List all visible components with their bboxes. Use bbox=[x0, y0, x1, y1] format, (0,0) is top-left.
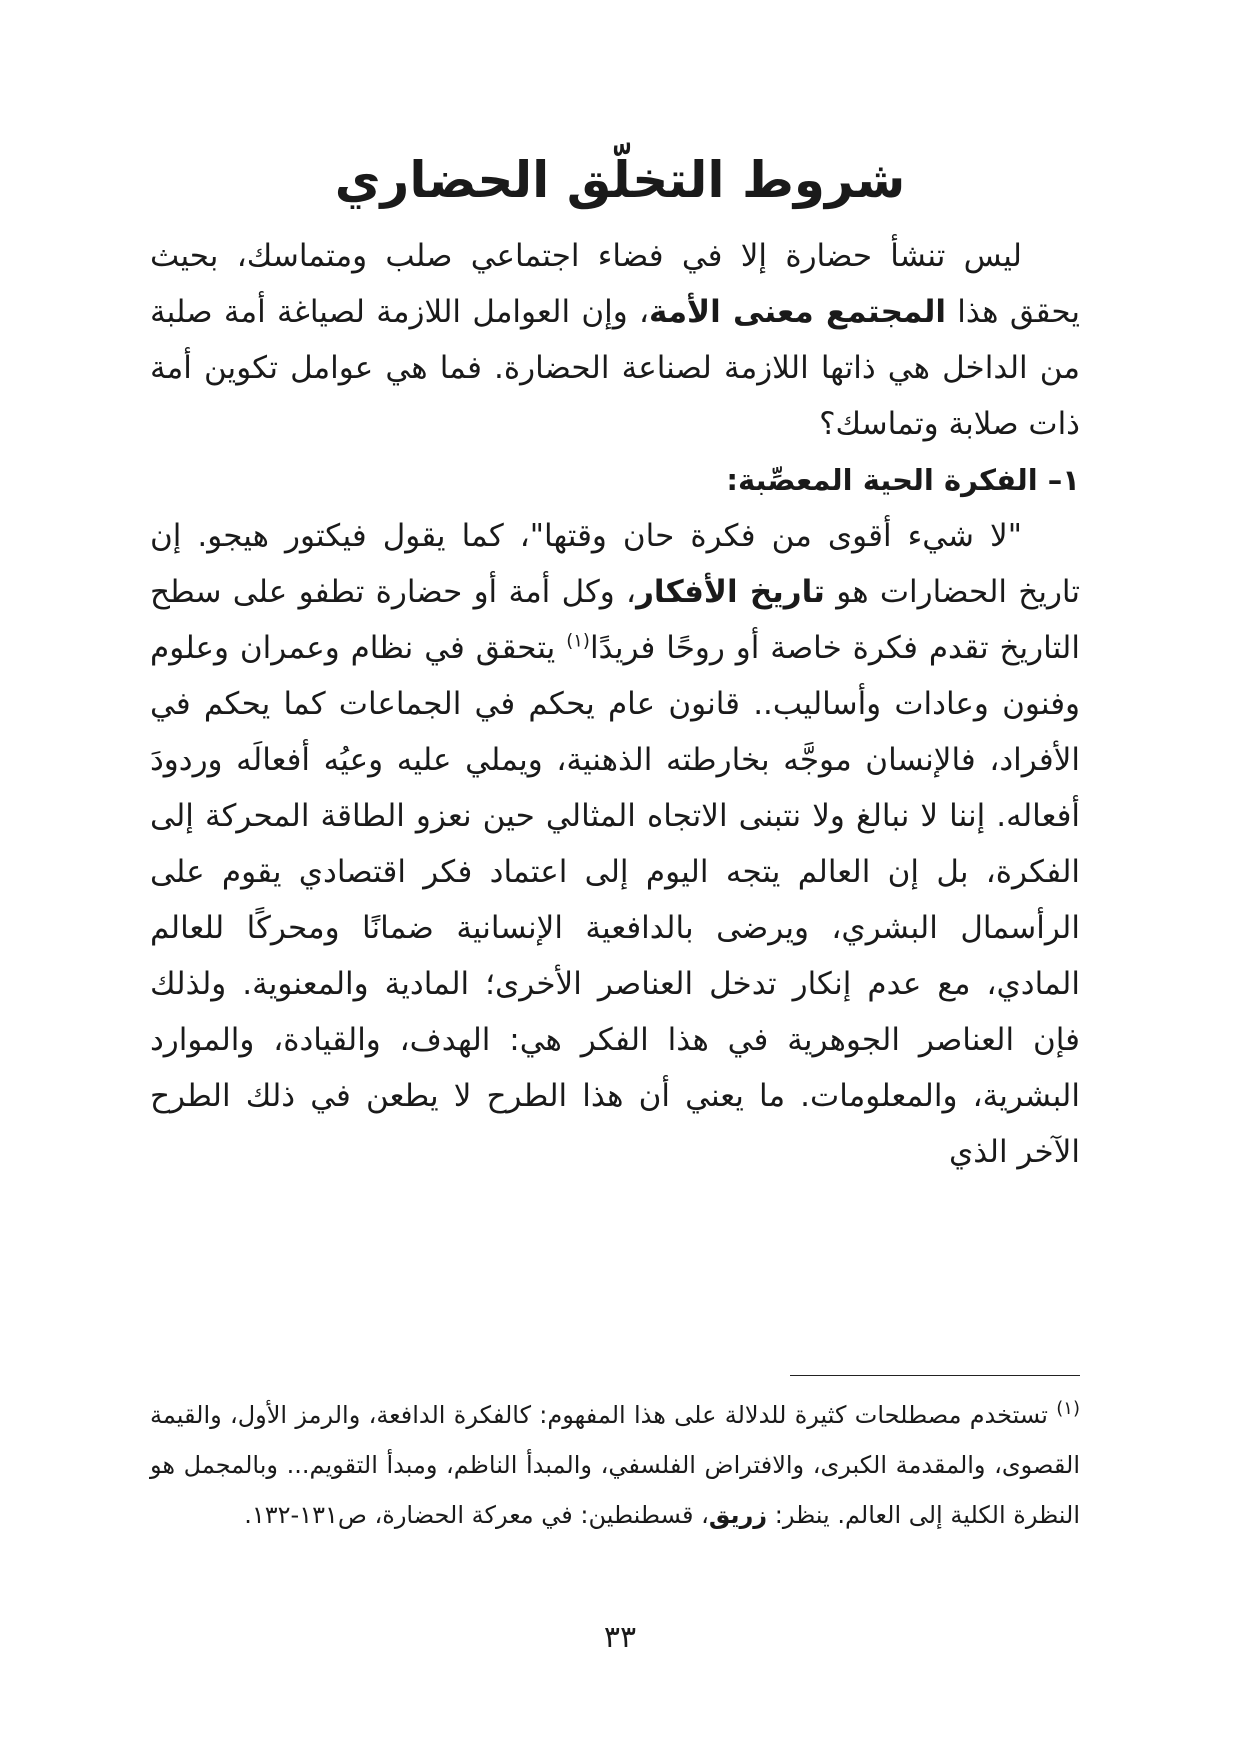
footnote-reference[interactable]: (١) bbox=[566, 630, 590, 652]
para2-text-1: "لا شيء أقوى من فكرة حان وقتها"، كما يقول فيكتور هيجو. إن تاريخ الحضارات هو bbox=[150, 518, 1080, 610]
footnote-text-2: ، قسطنطين: في معركة الحضارة، ص١٣١-١٣٢. bbox=[244, 1501, 709, 1529]
chapter-title: شروط التخلّق الحضاري bbox=[334, 151, 906, 209]
intro-text-2: ، وإن العوامل اللازمة لصياغة أمة صلبة من الداخل هي ذاتها اللازمة لصناعة الحضارة. فما هي عوامل تكوين أمة ذات صلابة وتماسك؟ bbox=[150, 294, 1080, 442]
body-paragraph bbox=[150, 508, 1080, 1180]
intro-text-1: ليس تنشأ حضارة إلا في فضاء اجتماعي صلب ومتماسك، بحيث يحقق هذا bbox=[150, 238, 1080, 330]
footnote-author: زريق bbox=[708, 1501, 768, 1529]
intro-paragraph bbox=[150, 228, 1080, 452]
section-heading: ١– الفكرة الحية المعصِّبة: bbox=[726, 463, 1080, 497]
footnote bbox=[150, 1390, 1080, 1540]
intro-bold-phrase: المجتمع معنى الأمة bbox=[649, 294, 946, 330]
footnote-marker: (١) bbox=[1056, 1398, 1080, 1419]
main-text bbox=[150, 228, 1080, 1180]
page-number: ٣٣ bbox=[603, 1620, 637, 1655]
para2-text-2: ، وكل أمة أو حضارة تطفو على سطح التاريخ تقدم فكرة خاصة أو روحًا فريدًا bbox=[150, 574, 1080, 666]
para2-text-3: يتحقق في نظام وعمران وعلوم وفنون وعادات وأساليب.. قانون عام يحكم في الجماعات كما يحكم في الأفراد، فالإنسان موجَّه بخارطته الذهنية، ويملي عليه وعيُه أفعالَه وردودَ أفعاله. إننا لا نبالغ ولا نتبنى الاتجاه المثالي حين نعزو الطاقة المحركة إلى الفكرة، بل إن العالم يتجه اليوم إلى اعتماد فكر اقتصادي يقوم على الرأسمال البشري، ويرضى بالدافعية الإنسانية ضمانًا ومحركًا للعالم المادي، مع عدم إنكار تدخل العناصر الأخرى؛ المادية والمعنوية. ولذلك فإن العناصر الجوهرية في هذا الفكر هي: الهدف، والقيادة، والموارد البشرية، والمعلومات. ما يعني أن هذا الطرح لا يطعن في ذلك الطرح الآخر الذي bbox=[150, 630, 1080, 1170]
footnote-paragraph bbox=[150, 1390, 1080, 1540]
para2-bold-phrase: تاريخ الأفكار bbox=[636, 574, 825, 610]
footnote-text-1: تستخدم مصطلحات كثيرة للدلالة على هذا المفهوم: كالفكرة الدافعة، والرمز الأول، والقيمة القصوى، والمقدمة الكبرى، والافتراض الفلسفي، والمبدأ الناظم، ومبدأ التقويم... وبالمجمل هو النظرة الكلية إلى العالم. ينظر: bbox=[150, 1401, 1080, 1529]
footnote-separator bbox=[790, 1375, 1080, 1376]
